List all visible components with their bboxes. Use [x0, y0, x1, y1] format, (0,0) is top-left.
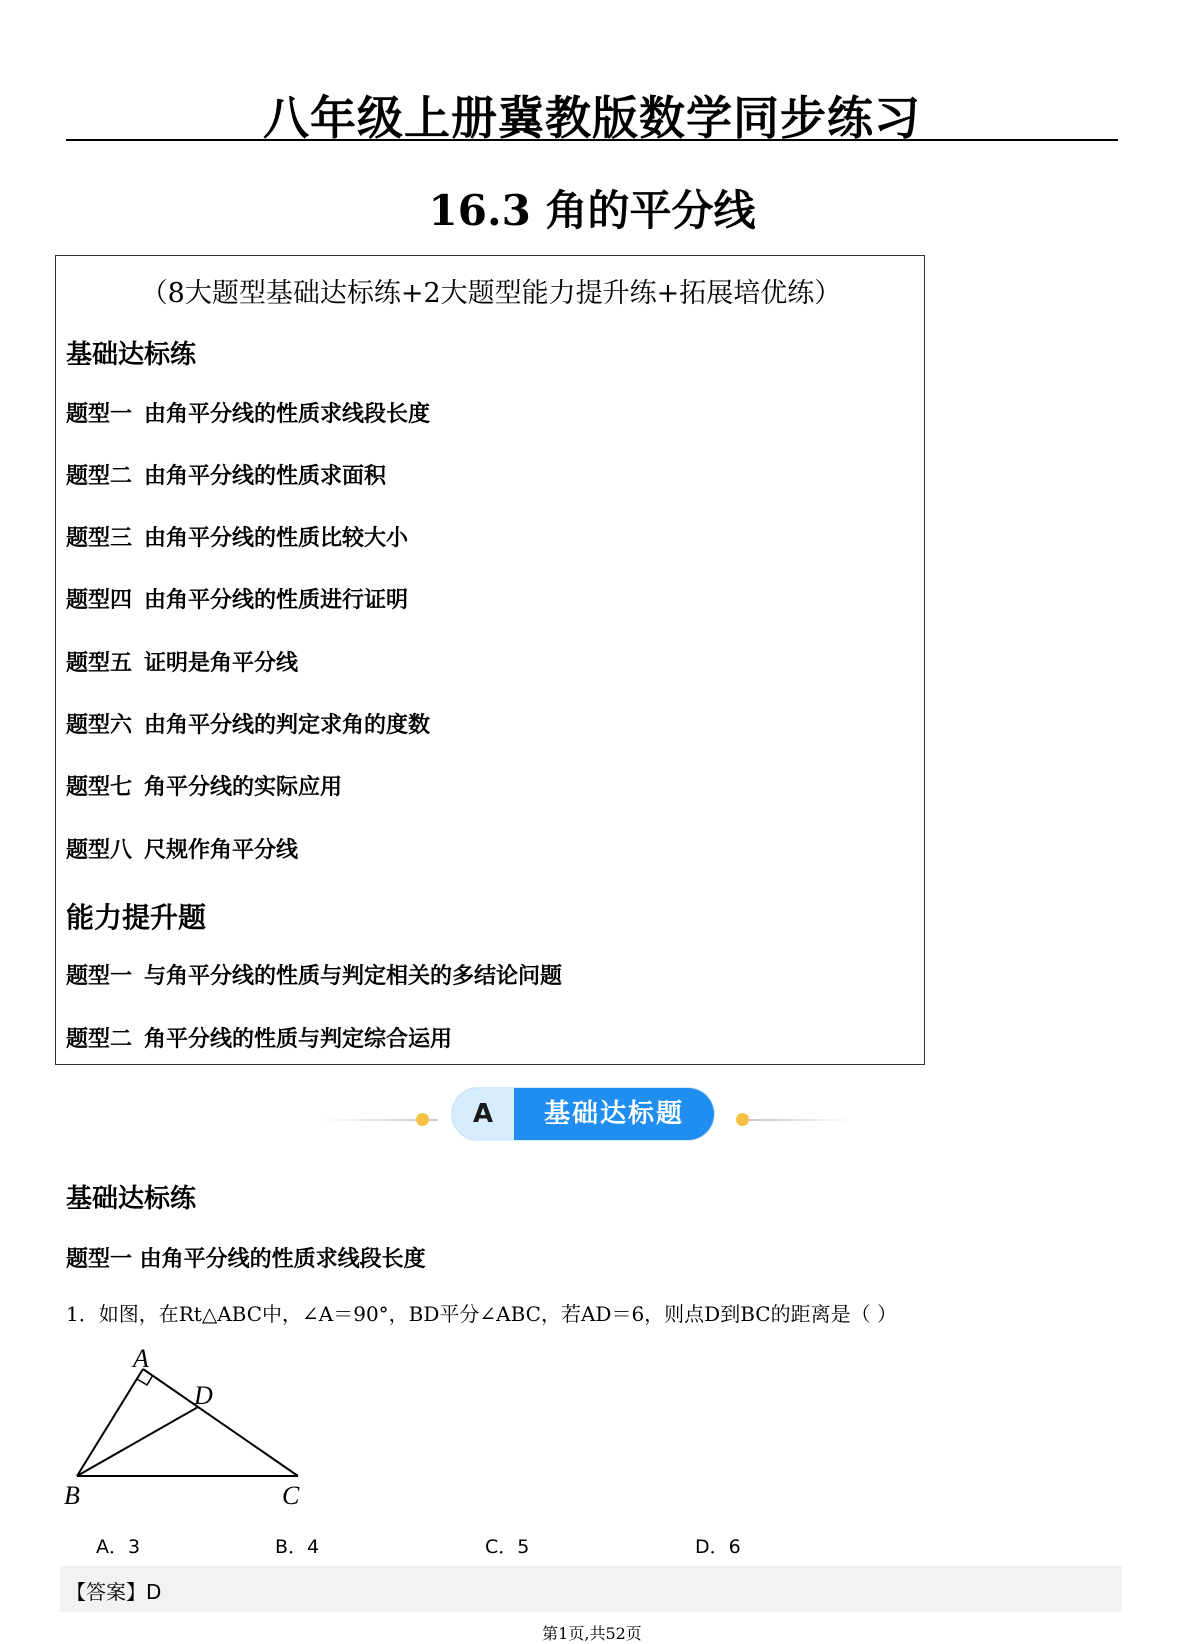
- label-c: C: [282, 1481, 300, 1510]
- toc-item-text: 由角平分线的性质求线段长度: [144, 402, 431, 427]
- toc-item-tag: 题型八: [66, 838, 133, 863]
- banner-pill: [452, 1088, 714, 1140]
- toc-item[interactable]: [66, 397, 430, 428]
- toc-item[interactable]: [66, 1022, 452, 1053]
- banner-line-right: [749, 1119, 853, 1121]
- question-type-heading: 题型一 由角平分线的性质求线段长度: [66, 1247, 426, 1272]
- body-heading: 基础达标练: [66, 1184, 197, 1214]
- choice-b[interactable]: B．4: [275, 1536, 320, 1558]
- toc-item-text: 尺规作角平分线: [144, 838, 299, 863]
- toc-item-tag: 题型七: [66, 775, 133, 800]
- toc-item-text: 由角平分线的性质比较大小: [144, 526, 409, 551]
- segment-bd: [77, 1407, 198, 1476]
- toc-item[interactable]: [66, 833, 298, 864]
- answer-value: D: [146, 1580, 162, 1604]
- toc-advanced-heading: 能力提升题: [66, 901, 207, 934]
- toc-item-tag: 题型二: [66, 1027, 133, 1052]
- label-a: A: [133, 1344, 149, 1373]
- choice-a[interactable]: A．3: [96, 1536, 141, 1558]
- toc-item[interactable]: [66, 521, 408, 552]
- banner-dot-right: [736, 1113, 749, 1126]
- toc-basic-heading: 基础达标练: [66, 340, 197, 370]
- toc-item-text: 与角平分线的性质与判定相关的多结论问题: [144, 964, 563, 989]
- choice-c[interactable]: C．5: [485, 1536, 530, 1558]
- banner-dot-left: [416, 1113, 429, 1126]
- toc-item-tag: 题型三: [66, 526, 133, 551]
- toc-item-text: 角平分线的实际应用: [144, 775, 343, 800]
- answer-label: 【答案】: [66, 1580, 146, 1604]
- toc-item-text: 由角平分线的性质进行证明: [144, 588, 409, 613]
- toc-item-tag: 题型一: [66, 402, 133, 427]
- title-underline: [66, 139, 1118, 141]
- segment-ac: [143, 1369, 298, 1476]
- toc-item[interactable]: [66, 770, 342, 801]
- toc-item-text: 由角平分线的判定求角的度数: [144, 713, 431, 738]
- toc-item-tag: 题型一: [66, 964, 133, 989]
- banner-letter: A: [452, 1088, 514, 1140]
- answer-box: [60, 1566, 1122, 1612]
- question-1: [66, 1298, 897, 1327]
- toc-item-text: 证明是角平分线: [144, 651, 299, 676]
- label-d: D: [194, 1381, 213, 1410]
- table-of-contents: [55, 255, 925, 1065]
- toc-item-tag: 题型六: [66, 713, 133, 738]
- page-number: 第1页,共52页: [542, 1624, 642, 1643]
- toc-item[interactable]: [66, 708, 430, 739]
- toc-item[interactable]: [66, 459, 386, 490]
- toc-subtitle: （8大题型基础达标练+2大题型能力提升练+拓展培优练）: [140, 278, 842, 309]
- section-banner: [300, 1085, 860, 1145]
- banner-label: 基础达标题: [543, 1099, 684, 1129]
- segment-ab: [77, 1369, 143, 1476]
- toc-item[interactable]: [66, 583, 408, 614]
- question-text: 如图，在Rt△ABC中，∠A＝90°，BD平分∠ABC，若AD＝6，则点D到BC的距离是（ ）: [98, 1302, 897, 1326]
- section-title: 16.3 角的平分线: [428, 186, 756, 235]
- question-number: 1．: [66, 1302, 99, 1326]
- toc-item-tag: 题型四: [66, 588, 133, 613]
- toc-item-text: 角平分线的性质与判定综合运用: [144, 1027, 453, 1052]
- toc-item-tag: 题型五: [66, 651, 133, 676]
- document-title: 八年级上册冀教版数学同步练习: [263, 91, 921, 145]
- label-b: B: [64, 1481, 80, 1510]
- toc-item[interactable]: [66, 959, 562, 990]
- toc-item-text: 由角平分线的性质求面积: [144, 464, 387, 489]
- answer-line: [66, 1576, 161, 1605]
- choice-d[interactable]: D．6: [695, 1536, 741, 1558]
- toc-item[interactable]: [66, 646, 298, 677]
- toc-item-tag: 题型二: [66, 464, 133, 489]
- triangle-figure: [60, 1342, 320, 1512]
